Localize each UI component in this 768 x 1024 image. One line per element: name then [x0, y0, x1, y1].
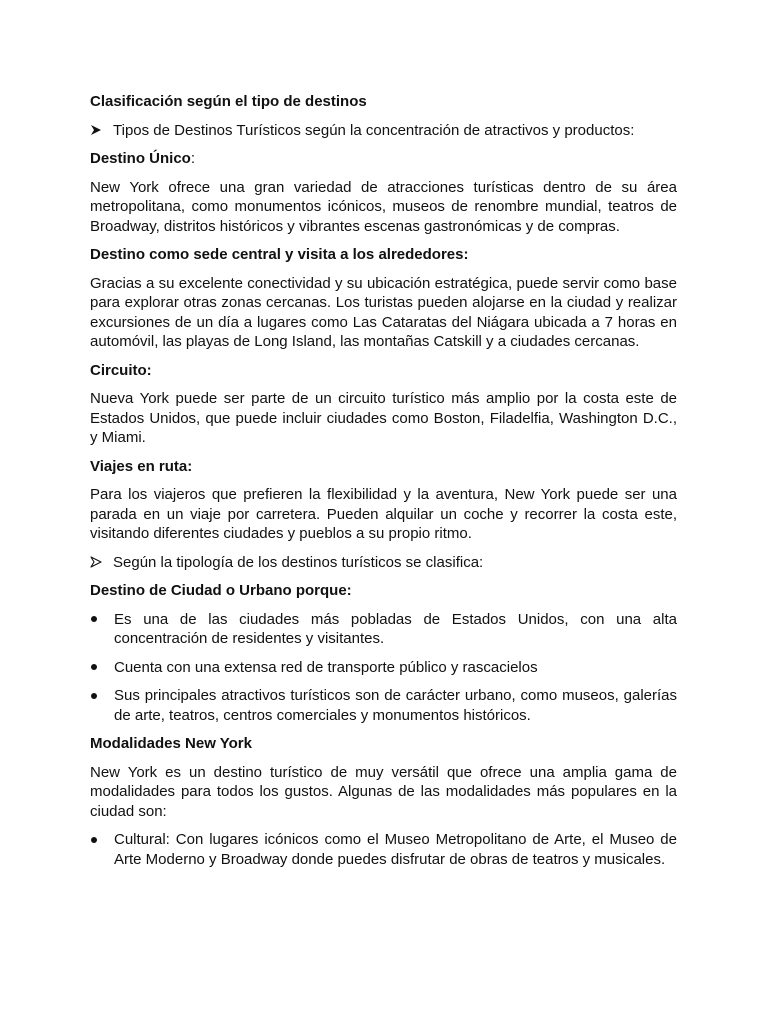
bullet-list-item — [90, 610, 677, 649]
circuito-paragraph: Nueva York puede ser parte de un circuito turístico más amplio por la costa este de Estados Unidos, que puede incluir ciudades como Boston, Filadelfia, Washington D.C., y Miami. — [90, 390, 677, 446]
ciudad-urbano-heading: Destino de Ciudad o Urbano porque: — [90, 582, 352, 599]
bullet-list-item — [90, 830, 677, 869]
round-bullet-icon — [90, 658, 114, 678]
round-bullet-icon — [90, 610, 114, 630]
arrowhead-bullet-icon — [90, 553, 113, 573]
destino-unico-colon: : — [190, 150, 196, 167]
destino-unico-paragraph: New York ofrece una gran variedad de atracciones turísticas dentro de su área metropolitana, como monumentos icónicos, museos de renombre mundial, teatros de Broadway, distritos históricos y vibrantes escenas gastronómicas y de compras. — [90, 178, 677, 235]
bullet-list-item-text: Cultural: Con lugares icónicos como el Museo Metropolitano de Arte, el Museo de Arte Moderno y Broadway donde puedes disfrutar de obras de teatros y musicales. — [114, 831, 677, 868]
round-bullet-icon — [90, 830, 114, 850]
bullet-list-item — [90, 686, 677, 725]
bullet-list-item-text: Sus principales atractivos turísticos son de carácter urbano, como museos, galerías de arte, teatros, centros comerciales y monumentos históricos. — [114, 687, 677, 724]
viajes-ruta-paragraph: Para los viajeros que prefieren la flexibilidad y la aventura, New York puede ser una parada en un viaje por carretera. Pueden alquilar un coche y recorrer la costa este, visitando diferentes ciudades y pueblos a su propio ritmo. — [90, 486, 677, 542]
document-title: Clasificación según el tipo de destinos — [90, 93, 367, 110]
arrow-list-item — [90, 553, 677, 573]
destino-unico-heading-text: Destino Único — [90, 150, 191, 167]
bullet-list-item — [90, 658, 677, 678]
viajes-ruta-heading: Viajes en ruta: — [90, 457, 193, 475]
round-bullet-icon — [90, 686, 114, 706]
circuito-heading: Circuito: — [90, 361, 152, 379]
modalidades-heading: Modalidades New York — [90, 735, 252, 752]
bullet-list-item-text: Cuenta con una extensa red de transporte público y rascacielos — [114, 658, 538, 676]
arrow-list-item-text: Según la tipología de los destinos turísticos se clasifica: — [113, 553, 484, 571]
sede-central-heading: Destino como sede central y visita a los alrededores: — [90, 246, 469, 263]
modalidades-paragraph: New York es un destino turístico de muy versátil que ofrece una amplia gama de modalidades para todos los gustos. Algunas de las modalidades más populares en la ciudad son: — [90, 763, 677, 820]
arrowhead-bullet-icon — [90, 121, 113, 141]
document-page — [90, 92, 677, 878]
sede-central-paragraph: Gracias a su excelente conectividad y su ubicación estratégica, puede servir como base para explorar otras zonas cercanas. Los turistas pueden alojarse en la ciudad y realizar excursiones de un día a lugares como Las Cataratas del Niágara ubicada a 7 horas en automóvil, las playas de Long Island, las montañas Catskill y a ciudades cercanas. — [90, 274, 677, 350]
bullet-list-item-text: Es una de las ciudades más pobladas de Estados Unidos, con una alta concentración de residentes y visitantes. — [114, 610, 677, 647]
arrow-list-item — [90, 121, 677, 141]
arrow-list-item-text: Tipos de Destinos Turísticos según la concentración de atractivos y productos: — [113, 121, 635, 139]
destino-unico-heading — [90, 149, 677, 169]
